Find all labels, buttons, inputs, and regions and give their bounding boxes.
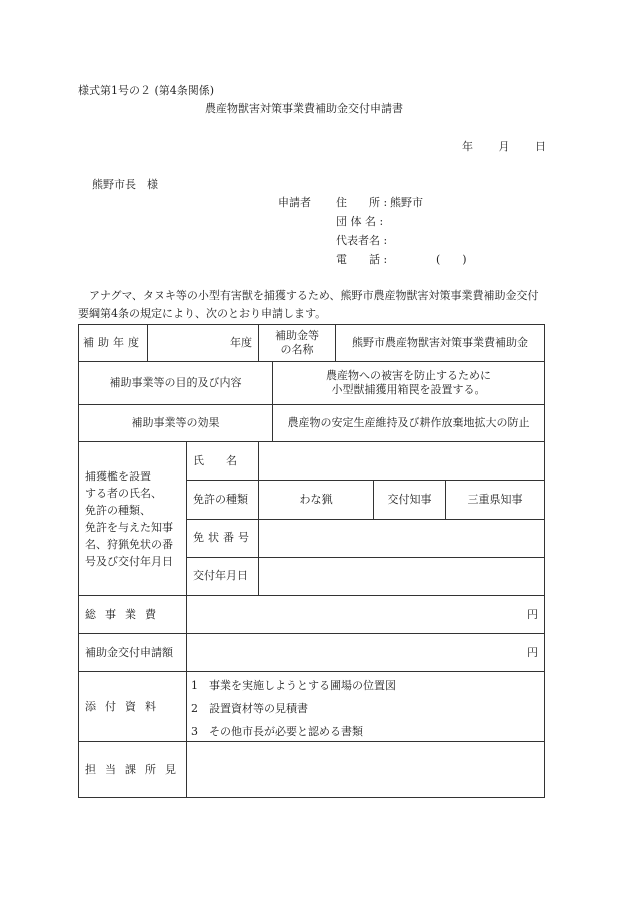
name-field — [259, 442, 544, 480]
name-row — [187, 442, 544, 481]
application-statement: アナグマ、タヌキ等の小型有害獣を捕獲するため、熊野市農産物獣害対策事業費補助金交付要綱第4条の規定により、次のとおり申請します。 — [78, 289, 539, 320]
subsidy-name-label: 補助金等 の名称 — [259, 325, 336, 361]
purpose-label: 補助事業等の目的及び内容 — [79, 362, 273, 404]
opinion-label: 担当課所見 — [79, 742, 187, 797]
attachment-item: 2 設置資材等の見積書 — [191, 702, 308, 715]
installer-block — [79, 442, 544, 596]
license-type-label: 免許の種類 — [187, 480, 259, 519]
license-number-field — [259, 519, 544, 557]
purpose-value: 農産物への被害を防止するために 小型獣捕獲用箱罠を設置する。 — [326, 369, 491, 396]
fiscal-year-label: 補助年度 — [79, 325, 148, 361]
total-cost-field: 円 — [527, 607, 538, 621]
date-month: 月 — [498, 140, 510, 153]
addressee: 熊野市長 様 — [92, 178, 158, 191]
total-cost-row — [79, 596, 544, 634]
date-day: 日 — [535, 140, 546, 153]
fiscal-year-field: 年度 — [148, 325, 259, 361]
application-table — [78, 324, 545, 798]
address-label: 住 所 : — [336, 196, 388, 209]
attachments-label: 添付資料 — [79, 672, 187, 741]
opinion-row — [79, 742, 544, 797]
representative-label: 代表者名 : — [336, 234, 388, 247]
attachment-item: 3 その他市長が必要と認める書類 — [191, 725, 363, 738]
purpose-row — [79, 362, 544, 405]
effect-label: 補助事業等の効果 — [79, 405, 273, 441]
license-number-label: 免状番号 — [187, 519, 259, 557]
date-year: 年 — [462, 140, 473, 153]
issue-date-row — [187, 557, 544, 595]
form-number: 様式第1号の２ (第4条関係) — [78, 84, 215, 97]
application-date — [440, 138, 546, 154]
request-amount-row — [79, 634, 544, 672]
total-cost-label: 総事業費 — [79, 596, 187, 633]
license-type-row — [187, 480, 544, 520]
attachment-item: 1 事業を実施しようとする圃場の位置図 — [191, 679, 396, 692]
applicant-block — [278, 193, 467, 269]
address-value: 熊野市 — [390, 196, 423, 209]
issue-date-label: 交付年月日 — [187, 557, 259, 595]
issuer-value: 三重県知事 — [467, 492, 523, 506]
name-label: 氏 名 — [187, 442, 259, 480]
issuer-label: 交付知事 — [374, 480, 446, 519]
applicant-lead: 申請者 — [278, 196, 311, 209]
license-number-row — [187, 519, 544, 558]
phone-parentheses: ( ) — [436, 253, 467, 266]
request-amount-field: 円 — [527, 645, 538, 659]
document-title: 農産物獣害対策事業費補助金交付申請書 — [205, 102, 403, 115]
installer-label: 捕獲檻を設置 する者の氏名、 免許の種類、 免許を与えた知事 名、狩猟免状の番 号及び交付年月日 — [79, 442, 187, 595]
attachments-row — [79, 672, 544, 742]
phone-label: 電 話 : — [336, 253, 388, 266]
group-name-label: 団 体 名 : — [336, 215, 384, 228]
license-type-value: わな猟 — [259, 480, 374, 519]
subsidy-name-value: 熊野市農産物獣害対策事業費補助金 — [352, 336, 528, 349]
fiscal-year-row — [79, 325, 544, 362]
opinion-field — [187, 742, 544, 797]
issue-date-field — [259, 557, 544, 595]
request-amount-label: 補助金交付申請額 — [79, 634, 187, 671]
effect-row — [79, 405, 544, 442]
effect-value: 農産物の安定生産維持及び耕作放棄地拡大の防止 — [287, 416, 530, 429]
